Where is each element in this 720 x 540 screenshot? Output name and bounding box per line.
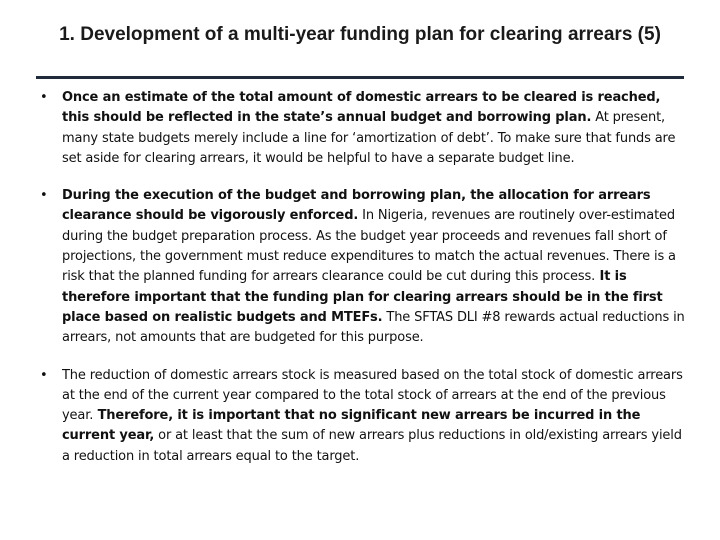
title-underline [36,76,684,79]
bullet-marker: • [40,90,48,105]
bullet-text: At present, many state budgets merely include a line for ‘amortization of debt’. To make sure that funds are set aside for clearing arrears, it would be helpful to have a separate budget line. [62,110,676,166]
bullet-text-emphasis: Therefore, it is important that no significant new arrears be incurred in the current year, [62,408,641,444]
bullet-list [36,88,686,484]
bullet-item-2 [36,186,686,348]
bullet-text: The reduction of domestic arrears stock is measured based on the total stock of domestic arrears at the end of the current year compared to the total stock of arrears at the end of the previous year. [62,367,683,424]
bullet-marker: • [40,188,48,204]
bullet-text: or at least that the sum of new arrears plus reductions in old/existing arrears yield a reduction in total arrears equal to the target. [62,428,682,464]
bullet-text-emphasis: It is therefore important that the funding plan for clearing arrears should be in the first place based on realistic budgets and MTEFs. [62,269,663,325]
bullet-text-emphasis: Once an estimate of the total amount of domestic arrears to be cleared is reached, this should be reflected in the state’s annual budget and borrowing plan. [62,90,661,126]
bullet-text: In Nigeria, revenues are routinely over-estimated during the budget preparation process. As the budget year proceeds and revenues fall short of projections, the government must reduce expenditures to match the actual revenues. There is a risk that the planned funding for arrears clearance could be cut during this process. [62,208,676,285]
bullet-text: The SFTAS DLI #8 rewards actual reductions in arrears, not amounts that are budgeted for this purpose. [62,309,685,346]
bullet-text-emphasis: During the execution of the budget and borrowing plan, the allocation for arrears clearance should be vigorously enforced. [62,188,651,224]
slide-title: 1. Development of a multi-year funding plan for clearing arrears (5) [59,24,661,45]
bullet-item-1 [36,88,686,169]
bullet-item-3 [36,366,686,467]
bullet-marker: • [40,367,48,383]
